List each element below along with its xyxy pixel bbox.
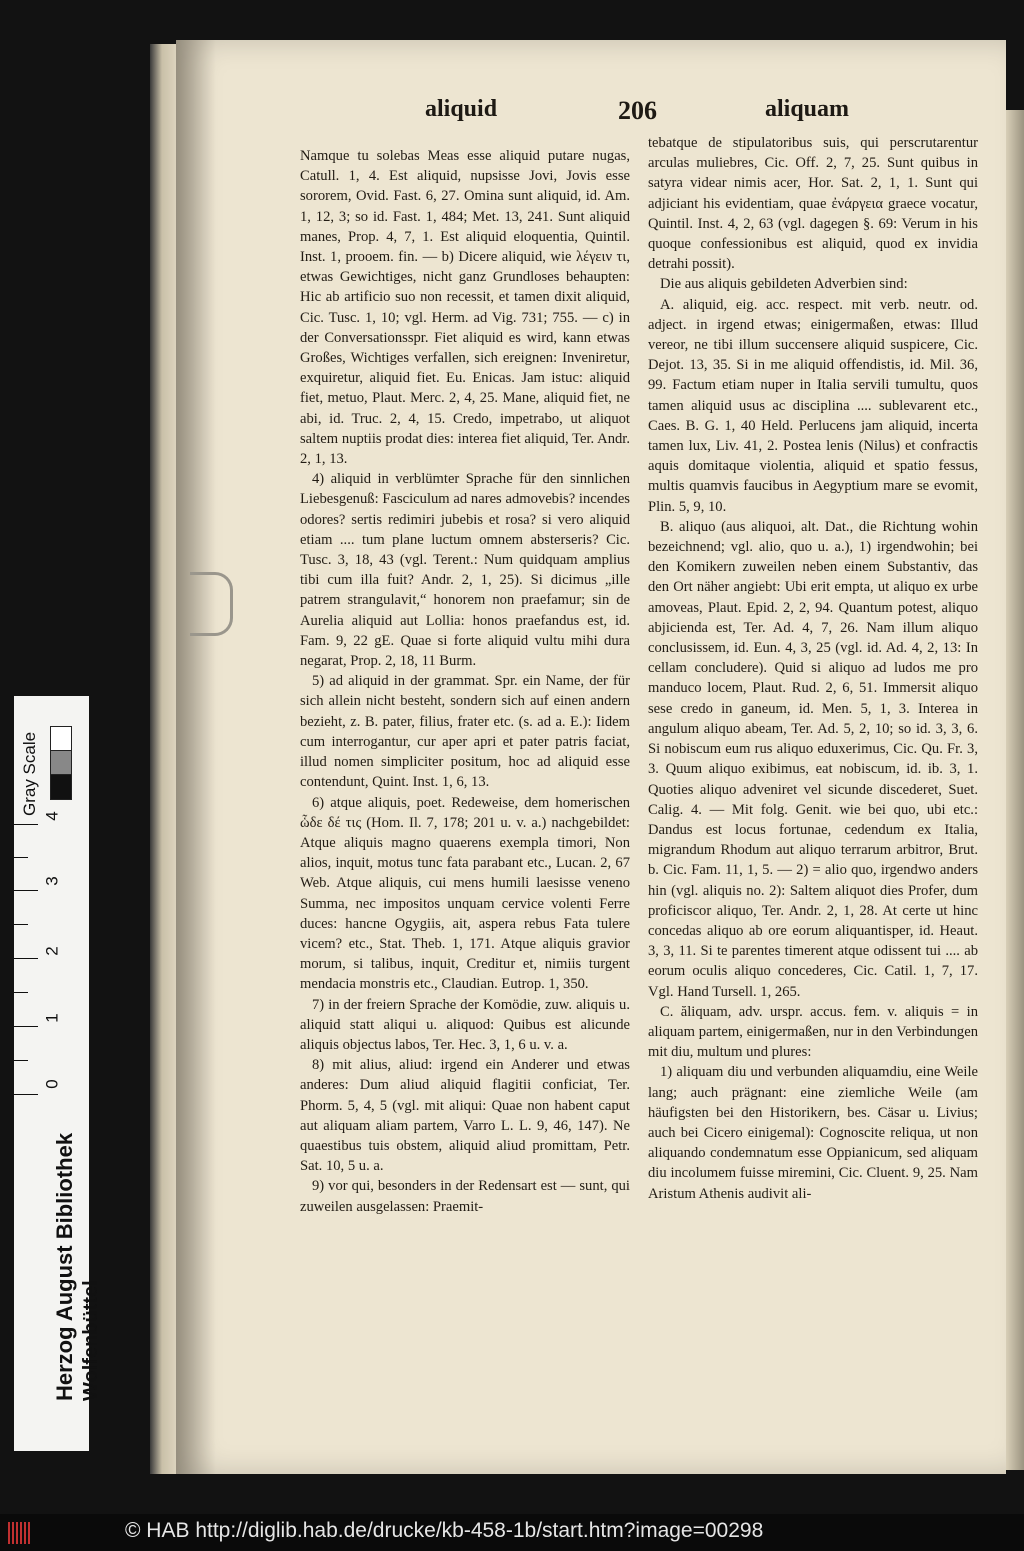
scale-number-0: 0 (42, 1079, 62, 1089)
ruler (14, 696, 62, 1451)
scale-tick (14, 924, 28, 925)
scale-tick (14, 890, 38, 891)
right-column (648, 133, 978, 1204)
right-paragraph: tebatque de stipulatoribus suis, qui perscrutarentur arculas muliebres, Cic. Off. 2, 7, 25. Sunt quibus in satyra videar nimis acer, Hor. Sat. 2, 1, 1. Sunt qui adjiciant his evidentiam, quae ἐνάργεια graece vocatur, Quintil. Inst. 4, 2, 63 (vgl. dagegen §. 69: Verum in his quoque confessionibus est aliquid, quod ex invidia detrahi possit). (648, 135, 978, 273)
scale-tick (14, 992, 28, 993)
copyright-url[interactable]: © HAB http://diglib.hab.de/drucke/kb-458-1b/start.htm?image=00298 (125, 1519, 764, 1542)
left-paragraph: 7) in der freiern Sprache der Komödie, zuw. aliquis u. aliquid statt aliqui u. aliquod: Quibus est alicunde aliquis objectus labos, Ter. Hec. 3, 1, 6 u. v. a. (300, 996, 630, 1053)
left-paragraph: 8) mit alius, aliud: irgend ein Anderer und etwas anderes: Dum aliud aliquid flagitii conficiat, Ter. Phorm. 5, 4, 5 (vgl. mit aliqui: Quae non habent caput aut aliquam aliam partem, Varro L. L. 9, 46, 147). Ne quaestibus tuis obstem, aliquid aliud promittam, Petr. Sat. 10, 5 u. a. (300, 1057, 630, 1175)
gray-scale-ruler (14, 696, 102, 1451)
page-number: 206 (618, 96, 657, 125)
facing-page-edge (1006, 110, 1024, 1470)
left-column (300, 146, 630, 1217)
gray-scale-label: Gray Scale (20, 731, 39, 816)
right-paragraph: B. aliquo (aus aliquoi, alt. Dat., die Richtung wohin bezeichnend; vgl. alio, quo u. a.), 1) irgendwohin; bei den Komikern zuweilen neben einem Substantiv, das den Ort näher angiebt: Ubi erit empta, ut aliquo ex urbe amoveas, Plaut. Epid. 2, 2, 94. Quantum potest, aliquo abjicienda est, Ter. Ad. 4, 7, 26. Nam illum aliquo conclusissem, id. Eun. 4, 3, 25 (vgl. id. Ad. 4, 2, 13: In cellam concludere). Quid si aliquo ad ludos me pro manduco locem, Plaut. Rud. 2, 6, 51. Immersit aliquo sese credo in ganeum, id. Men. 5, 1, 3. Interea in angulum aliquo abeam, Ter. Ad. 5, 2, 10; so id. 3, 3, 6. Si nobiscum eum rus aliquo eduxerimus, Cic. Qu. Fr. 3, 3. Quum aliquo exibimus, eat nobiscum, id. ib. 3, 1. Quoties aliquo adveniret vel sicunde discederet, Suet. Calig. 4. — Mit folg. Genit. wie bei quo, ubi etc.: Dandus est locus fortunae, cedendum ex Italia, migrandum Rhodum aut aliquo terrarum arbitror, Brut. b. Cic. Fam. 11, 1, 5. — 2) = alio quo, irgendwo anders hin (vgl. aliquis no. 2): Saltem aliquot dies Profer, dum proficiscor aliquo, Ter. Andr. 2, 1, 28. At certe ut hinc concedas aliquo ab ore eorum aliquantisper, id. Heaut. 3, 3, 11. Si te parentes timerent atque odissent tui .... ab eorum oculis aliquo concederes, Cic. Catil. 1, 7, 17. Vgl. Hand Tursell. 1, 265. (648, 518, 978, 1000)
header-right-word: aliquam (765, 96, 850, 122)
footer-bar (0, 1514, 1024, 1551)
scale-tick (14, 1060, 28, 1061)
scale-number-2: 2 (42, 946, 62, 956)
left-paragraph: Namque tu solebas Meas esse aliquid putare nugas, Catull. 1, 4. Est aliquid, nupsisse Jovi, Jovis esse sororem, Ovid. Fast. 6, 27. Omina sunt aliquid, id. Am. 1, 12, 3; so id. Fast. 1, 484; Met. 13, 241. Sunt aliquid manes, Prop. 4, 7, 1. Est aliquid eloquentia, Quintil. Inst. 1, prooem. fin. — b) Dicere aliquid, wie λέγειν τι, etwas Gewichtiges, nicht ganz Grundloses behaupten: Hic ab artificio suo non recessit, et tamen dixit aliquid, Cic. Tusc. 1, 10; vgl. Herm. ad Vig. 731; 755. — c) in der Conversationsspr. Fiet aliquid es wird, kann etwas Großes, Wichtiges verfallen, sich ereignen: Inveniretur, exquiretur, aliquid fiet. Eu. Enicas. Jam istuc: aliquid fiet, metuo, Plaut. Merc. 2, 4, 25. Mane, aliquid fiet, ne abi, id. Truc. 2, 4, 15. Credo, impetrabo, ut aliquot saltem nuptiis prodat dies: interea fiet aliquid, Ter. Andr. 2, 1, 13. (300, 148, 630, 468)
scale-tick (14, 1026, 38, 1027)
left-paragraph: 6) atque aliquis, poet. Redeweise, dem homerischen ὧδε δέ τις (Hom. Il. 7, 178; 201 u. v. a.) nachgebildet: Atque aliquis magno quaerens exempla timori, Non alios, inquit, motus tunc fata parabant etc., Lucan. 2, 67 Web. Atque aliquis, cui mens humili laesisse veneno Summa, nec impositos unquam cervice volenti Ferre duces: hancne Ogygiis, ait, aspera rebus Fata tulere vicem? etc., Stat. Theb. 1, 171. Atque aliquis gravior morum, si talibus, inquit, Creditur et, nimiis turgent mendacia monstris etc., Claudian. Eutrop. 1, 350. (300, 794, 630, 993)
scale-number-4: 4 (42, 811, 62, 821)
left-paragraph: 9) vor qui, besonders in der Redensart est — sunt, qui zuweilen ausgelassen: Praemit- (300, 1178, 630, 1215)
institution-name: Herzog August Bibliothek (52, 1132, 77, 1401)
scale-tick (14, 958, 38, 959)
right-paragraph: Die aus aliquis gebildeten Adverbien sind: (660, 276, 908, 293)
scale-number-1: 1 (42, 1013, 62, 1023)
institution-city: Wolfenbüttel (80, 1280, 102, 1401)
scale-tick (14, 1094, 38, 1095)
left-paragraph: 4) aliquid in verblümter Sprache für den sinnlichen Liebesgenuß: Fasciculum ad nares admovebis? incendes odores? sertis redimiri jubebis et rosa? si vero aliquid etiam .... tum plane luctum omnem absterseris? Cic. Tusc. 3, 18, 43 (vgl. Terent.: Num quidquam amplius tibi cum illa fuit? Andr. 2, 1, 25). Si dicimus „ille patrem strangulavit,“ honorem non praefamur; sin de Aurelia aliquid aut Lollia: honos praefandus est, id. Fam. 9, 22 gE. Quae si forte aliquid vultu mihi dura negarat, Prop. 2, 18, 11 Burm. (300, 471, 630, 670)
right-paragraph: A. aliquid, eig. acc. respect. mit verb. neutr. od. adject. in irgend etwas; einigermaßen, etwas: Illud vereor, ne tibi illum succensere aliquid suspicere, Cic. Dejot. 13, 35. Si in me aliquid offendistis, id. Mil. 36, 99. Factum etiam nuper in Italia servili tumultu, quos tamen aliquid usus ac disciplina .... sublevarent etc., Caes. B. G. 1, 40 Held. Perlucens jam aliquid, incerta tamen lux, Liv. 41, 2. Postea lenis (Nilus) et confractis aquis domitaque violentia, aliquid et spatio fessus, multis quamvis faucibus in Aegyptium mare se evomit, Plin. 5, 9, 10. (648, 296, 978, 515)
right-paragraph: 1) aliquam diu und verbunden aliquamdiu, eine Weile lang; auch prägnant: eine ziemliche Weile (am häufigsten bei den Historikern, bes. Cäsar u. Livius; auch bei Cicero einigemal): Cognoscite reliqua, ut non aliquando condemnatum esse Oppianicum, sed aliquam diu incolumem fuisse miremini, Cic. Cluent. 9, 25. Nam Aristum Athenis audivit ali- (648, 1064, 978, 1202)
scale-tick (14, 824, 38, 825)
left-paragraph: 5) ad aliquid in der grammat. Spr. ein Name, der für sich allein nicht besteht, sondern sich auf einen andern bezieht, z. B. pater, filius, frater etc. (s. ad a. E.): Iidem cum interrogantur, cur aper apri et pater patris faciat, illud nomen simpliciter positum, hoc ad aliquid esse contendunt, Quint. Inst. 1, 6, 13. (300, 673, 630, 791)
scale-number-3: 3 (42, 876, 62, 886)
gutter-shadow (176, 40, 216, 1474)
institution-stamp (52, 741, 102, 1441)
scale-tick (14, 857, 28, 858)
hab-logo-icon (8, 1522, 30, 1544)
header-left-word: aliquid (425, 96, 498, 122)
page-clip (190, 572, 233, 636)
right-paragraph: C. ăliquam, adv. urspr. accus. fem. v. aliquis = in aliquam partem, einigermaßen, nur in den Verbindungen mit diu, multum und plures: (648, 1003, 978, 1061)
